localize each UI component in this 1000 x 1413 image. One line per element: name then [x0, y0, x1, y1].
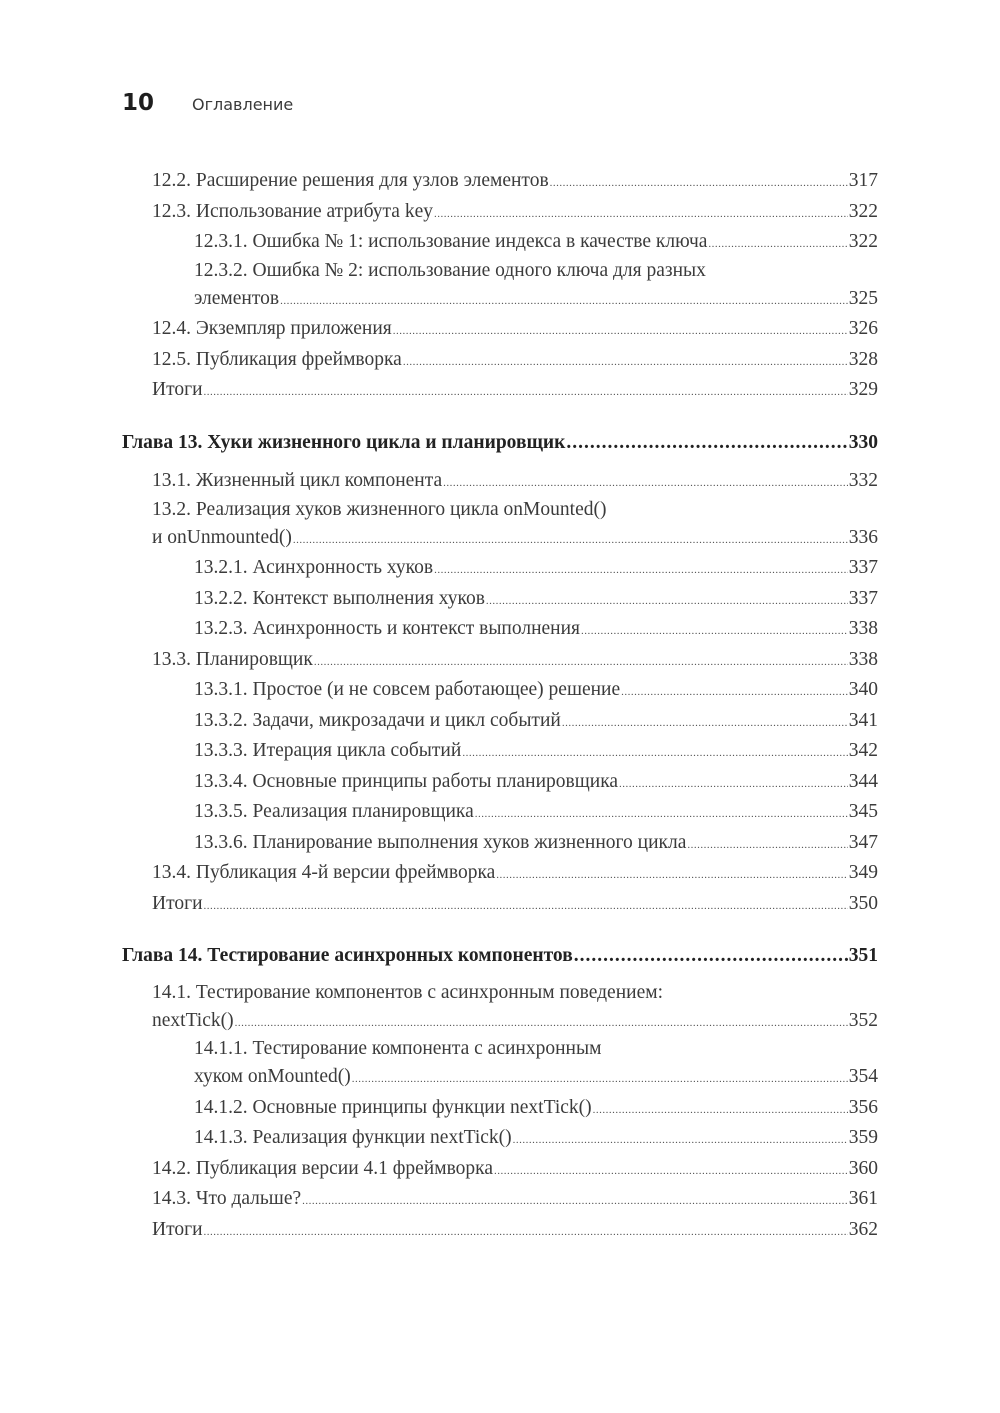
toc-entry-title: 12.2. Расширение решения для узлов элементов	[152, 170, 549, 191]
toc-page-number: 322	[848, 200, 878, 222]
toc-entry-title: 13.3.2. Задачи, микрозадачи и цикл событий	[194, 709, 561, 731]
dot-leader	[314, 647, 848, 678]
toc-page-number: 337	[848, 557, 878, 578]
dot-leader	[204, 891, 848, 922]
toc-page-number: 329	[848, 379, 878, 400]
dot-leader	[593, 1095, 848, 1126]
toc-entry-row[interactable]	[122, 584, 878, 615]
dot-leader	[621, 677, 848, 708]
toc-page-number: 360	[848, 1157, 878, 1179]
toc-entry-row[interactable]	[122, 675, 878, 706]
dot-leader	[708, 229, 847, 260]
toc-page-number: 338	[848, 618, 878, 639]
toc-entry-row[interactable]	[122, 858, 878, 889]
toc-entry-row[interactable]	[122, 797, 878, 828]
toc-page-number: 345	[848, 801, 878, 822]
toc-page-number: 325	[848, 287, 878, 309]
toc-entry-row[interactable]	[122, 614, 878, 645]
toc-page-number: 347	[848, 831, 878, 853]
toc-entry-row[interactable]	[122, 1123, 878, 1154]
toc-entry-title-line: 14.1.1. Тестирование компонента с асинхронным	[194, 1038, 602, 1059]
toc-page-number: 352	[848, 1009, 878, 1031]
toc-entry-row[interactable]	[122, 345, 878, 376]
dot-leader	[434, 555, 848, 586]
toc-entry-row[interactable]	[122, 166, 878, 197]
dot-leader	[434, 199, 848, 230]
toc-entry-title-line: 12.3.2. Ошибка № 2: использование одного ключа для разных	[194, 259, 706, 281]
dot-leader	[687, 830, 847, 861]
toc-entry-row[interactable]	[122, 828, 878, 859]
toc-chapter-row[interactable]	[122, 941, 878, 972]
toc-entry-title: 13.3.3. Итерация цикла событий	[194, 740, 462, 761]
dot-leader	[204, 377, 848, 408]
toc-entry-title: 13.3.1. Простое (и не совсем работающее) решение	[194, 679, 621, 700]
dot-leader	[496, 860, 847, 891]
toc-page-number: 330	[848, 431, 878, 453]
dot-leader	[403, 347, 848, 378]
toc-entry-title: Глава 14. Тестирование асинхронных компонентов	[122, 945, 573, 966]
toc-page-number: 338	[848, 648, 878, 670]
dot-leader	[462, 738, 847, 769]
toc-entry-title: 12.4. Экземпляр приложения	[152, 318, 392, 339]
dot-leader	[494, 1156, 848, 1187]
toc-entry-title: Итоги	[152, 892, 203, 914]
toc-chapter-row[interactable]	[122, 428, 878, 459]
toc-entry-row[interactable]	[122, 523, 878, 554]
dot-leader	[581, 616, 848, 647]
toc-page-number: 344	[848, 770, 878, 792]
toc-entry-row[interactable]	[122, 553, 878, 584]
toc-entry-title: Итоги	[152, 379, 203, 400]
dot-leader	[302, 1186, 848, 1217]
toc-entry-title-line: 13.2. Реализация хуков жизненного цикла onMounted()	[152, 498, 607, 520]
dot-leader	[235, 1008, 848, 1039]
toc-entry-row[interactable]	[122, 706, 878, 737]
toc-entry-row[interactable]	[122, 284, 878, 315]
toc-page-number: 326	[848, 318, 878, 339]
toc-entry-title: 14.3. Что дальше?	[152, 1188, 302, 1209]
dot-leader	[513, 1125, 848, 1156]
toc-entry-row[interactable]	[122, 227, 878, 258]
toc-entry-title: 13.4. Публикация 4-й версии фреймворка	[152, 862, 496, 883]
toc-entry-title: хуком onMounted()	[194, 1066, 351, 1087]
toc-page-number: 356	[848, 1096, 878, 1118]
toc-entry-title: Итоги	[152, 1218, 203, 1240]
toc-entry-title: 13.3. Планировщик	[152, 648, 313, 670]
toc-entry-row[interactable]	[122, 197, 878, 228]
toc-page-number: 351	[848, 945, 878, 966]
toc-page-number: 341	[848, 709, 878, 731]
toc-entry-title: 12.3.1. Ошибка № 1: использование индекса в качестве ключа	[194, 231, 708, 252]
toc-entry-title: 13.2.1. Асинхронность хуков	[194, 557, 434, 578]
toc-entry-title: Глава 13. Хуки жизненного цикла и планировщик	[122, 431, 566, 453]
toc-page-number: 354	[848, 1066, 878, 1087]
section-name: Оглавление	[192, 95, 294, 114]
toc-entry-title: 13.2.2. Контекст выполнения хуков	[194, 587, 485, 609]
toc-entry-title: 13.3.4. Основные принципы работы планировщика	[194, 770, 619, 792]
toc-page-number: 340	[848, 679, 878, 700]
toc-entry-row[interactable]	[122, 1184, 878, 1215]
toc-page-number: 337	[848, 587, 878, 609]
toc-page-number: 349	[848, 862, 878, 883]
toc-page-number: 332	[848, 470, 878, 491]
toc-entry-row[interactable]	[122, 1006, 878, 1037]
toc-entry-row[interactable]	[122, 736, 878, 767]
dot-leader	[574, 941, 848, 972]
toc-entry-row[interactable]	[122, 314, 878, 345]
toc-entry-title: элементов	[194, 287, 280, 309]
toc-entry-title: 13.1. Жизненный цикл компонента	[152, 470, 443, 491]
toc-entry-title: 13.3.6. Планирование выполнения хуков жизненного цикла	[194, 831, 687, 853]
toc-entry-title: 14.1.2. Основные принципы функции nextTick()	[194, 1096, 592, 1118]
toc-page-number: 322	[848, 231, 878, 252]
toc-page-number: 359	[848, 1127, 878, 1148]
running-head	[122, 90, 293, 120]
toc-page-number: 362	[848, 1218, 878, 1240]
toc-page-number: 336	[848, 526, 878, 548]
dot-leader	[204, 1217, 848, 1248]
toc-entry-title: 14.1.3. Реализация функции nextTick()	[194, 1127, 512, 1148]
toc-entry-row[interactable]	[122, 466, 878, 497]
dot-leader	[443, 468, 848, 499]
toc-entry-row[interactable]	[122, 889, 878, 920]
toc-entry-title: 12.3. Использование атрибута key	[152, 200, 433, 222]
toc-entry-title: nextTick()	[152, 1009, 234, 1031]
dot-leader	[293, 525, 848, 556]
dot-leader	[562, 708, 848, 739]
page-number: 10	[122, 90, 155, 116]
toc-page-number: 328	[848, 348, 878, 370]
dot-leader	[475, 799, 848, 830]
dot-leader	[393, 316, 848, 347]
dot-leader	[619, 769, 848, 800]
toc-entry-row[interactable]	[122, 767, 878, 798]
toc-entry-title: 13.3.5. Реализация планировщика	[194, 801, 474, 822]
dot-leader	[566, 428, 847, 459]
toc-entry-row[interactable]	[122, 1093, 878, 1124]
toc-entry-title: 14.2. Публикация версии 4.1 фреймворка	[152, 1157, 493, 1179]
toc-entry-title-line: 14.1. Тестирование компонентов с асинхронным поведением:	[152, 981, 663, 1003]
toc-entry-row[interactable]	[122, 1215, 878, 1246]
table-of-contents	[122, 166, 878, 1245]
dot-leader	[352, 1064, 848, 1095]
toc-page-number: 350	[848, 892, 878, 914]
toc-entry-title: и onUnmounted()	[152, 526, 292, 548]
toc-entry-title: 12.5. Публикация фреймворка	[152, 348, 402, 370]
toc-entry-title: 13.2.3. Асинхронность и контекст выполнения	[194, 618, 581, 639]
toc-entry-row[interactable]	[122, 645, 878, 676]
dot-leader	[280, 286, 848, 317]
toc-entry-row[interactable]	[122, 1154, 878, 1185]
toc-entry-row[interactable]	[122, 375, 878, 406]
dot-leader	[550, 168, 848, 199]
toc-page-number: 317	[848, 170, 878, 191]
toc-entry-row[interactable]	[122, 1062, 878, 1093]
toc-page-number: 342	[848, 740, 878, 761]
dot-leader	[486, 586, 848, 617]
toc-page-number: 361	[848, 1188, 878, 1209]
